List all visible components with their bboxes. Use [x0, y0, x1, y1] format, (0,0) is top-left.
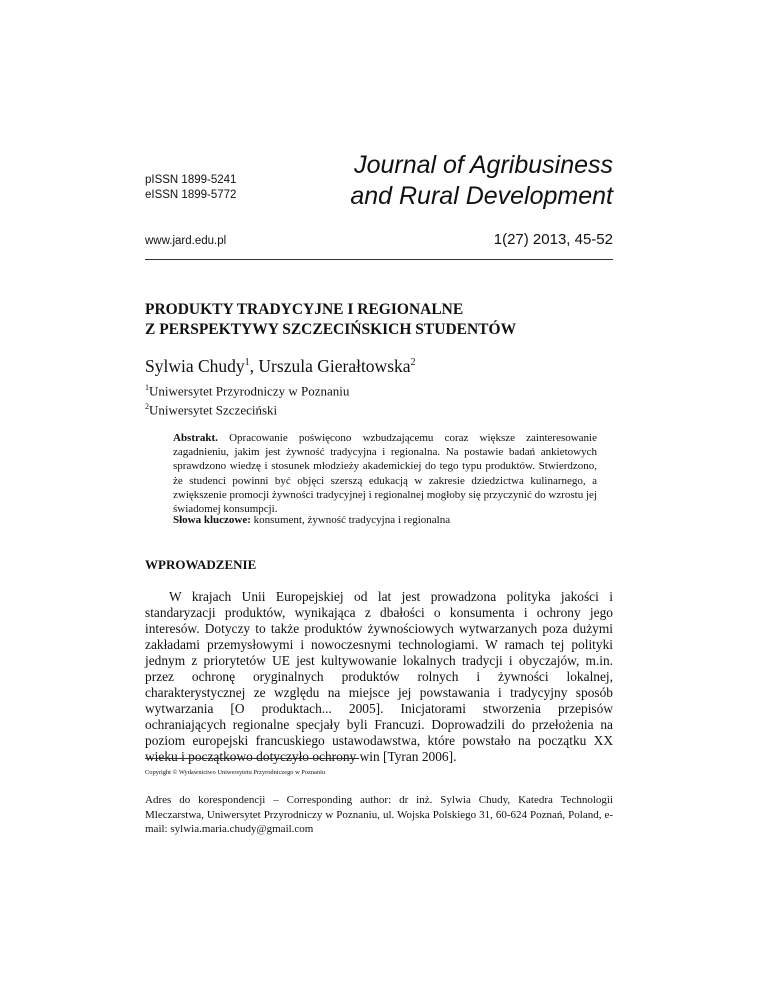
affiliation-2-name: Uniwersytet Szczeciński: [149, 402, 278, 418]
intro-paragraph: W krajach Unii Europejskiej od lat jest prowadzona polityka jakości i standaryzacji produktów, wynikająca z dbałości o konsumenta i ochrony jego interesów. Dotyczy to także produktów żywnościowych wytwarzanych poza dużymi zakładami przemysłowymi i nowoczesnymi technologiami. W ramach tej polityki jednym z priorytetów UE jest kultywowanie lokalnych tradycji i obyczajów, m.in. przez ochronę oryginalnych produktów rolnych i żywności lokalnej, charakterystycznej ze względu na miejsce jej powstawania i tradycyjny sposób wytwarzania [O produktach... 2005]. Inicjatorami stworzenia przepisów ochraniających regionalne specjały byli Francuzi. Doprowadzili do przełożenia na poziom europejski francuskiego ustawodawstwa, które powstało na początku XX wieku i początkowo dotyczyło ochrony win [Tyran 2006].: [145, 589, 613, 764]
affiliation-1: [145, 380, 349, 399]
keywords-text: konsument, żywność tradycyjna i regionalna: [250, 514, 451, 526]
affiliation-2: [145, 399, 349, 418]
copyright-notice: Copyright © Wydawnictwo Uniwersytetu Przyrodniczego w Poznaniu: [145, 769, 326, 776]
affiliation-1-marker: 1: [145, 383, 149, 392]
correspondence-note: Adres do korespondencji – Corresponding author: dr inż. Sylwia Chudy, Katedra Technologii Mleczarstwa, Uniwersytet Przyrodniczy w Poznaniu, ul. Wojska Polskiego 31, 60-624 Poznań, Poland, e-mail: sylwia.maria.chudy@gmail.com: [145, 794, 613, 835]
affiliations: [145, 380, 349, 418]
header-divider: [145, 259, 613, 260]
article-title-line1: PRODUKTY TRADYCYJNE I REGIONALNE: [145, 301, 464, 318]
keywords-label: Słowa kluczowe:: [173, 514, 251, 526]
issn-block: [145, 173, 236, 203]
section-heading: WPROWADZENIE: [145, 557, 257, 572]
article-title: [145, 300, 625, 340]
article-title-line2: Z PERSPEKTYWY SZCZECIŃSKICH STUDENTÓW: [145, 321, 517, 338]
pissn: pISSN 1899-5241: [145, 174, 237, 186]
abstract: [173, 431, 597, 516]
affiliation-1-name: Uniwersytet Przyrodniczy w Poznaniu: [149, 383, 350, 399]
author-1: Sylwia Chudy: [145, 356, 245, 376]
journal-title: [253, 150, 613, 212]
issue-pages: 1(27) 2013, 45-52: [493, 231, 613, 248]
author-2-affil-marker: 2: [410, 357, 416, 369]
abstract-label: Abstrakt.: [173, 432, 218, 444]
affiliation-2-marker: 2: [145, 401, 149, 411]
eissn: eISSN 1899-5772: [145, 189, 237, 201]
authors: [145, 356, 416, 377]
footnote-divider: [145, 758, 359, 759]
journal-website[interactable]: www.jard.edu.pl: [145, 235, 227, 247]
journal-title-line1: Journal of Agribusiness: [354, 151, 613, 179]
journal-title-line2: and Rural Development: [350, 182, 613, 210]
author-separator: ,: [249, 356, 259, 376]
abstract-text: Opracowanie poświęcono wzbudzającemu coraz większe zainteresowanie zagadnieniu, jakim jest żywność tradycyjna i regionalna. Na postawie badań ankietowych sprawdzono wiedzę i stosunek młodzieży akademickiej do tego typu produktów. Stwierdzono, że studenci powinni być objęci szerszą edukacją w zakresie dziedzictwa kulinarnego, a zwiększenie promocji żywności tradycyjnej i regionalnej mogłoby się przyczynić do wzrostu jej świadomej konsumpcji.: [173, 432, 597, 516]
author-2: Urszula Gierałtowska: [258, 356, 411, 376]
keywords: [173, 514, 597, 526]
author-1-affil-marker: 1: [244, 357, 250, 369]
